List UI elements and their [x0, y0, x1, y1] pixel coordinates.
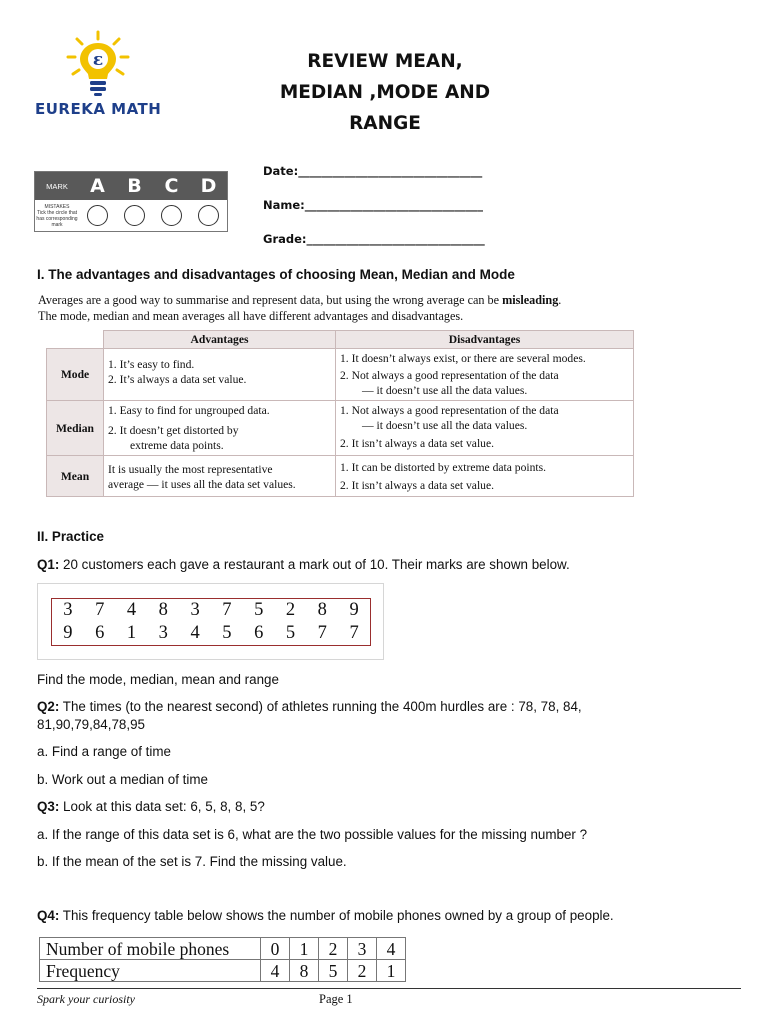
mark-value: 3	[63, 600, 73, 620]
q3-text: Q3: Look at this data set: 6, 5, 8, 8, 5?	[37, 799, 265, 814]
q2-text: Q2: The times (to the nearest second) of athletes running the 400m hurdles are : 78, 78, 84,	[37, 699, 582, 714]
mark-value: 5	[222, 623, 232, 643]
q2-text-cont: 81,90,79,84,78,95	[37, 717, 145, 732]
averages-table	[46, 330, 634, 497]
mark-value: 6	[95, 623, 105, 643]
date-field[interactable]: Date:________________________________	[263, 164, 483, 178]
mark-value: 8	[158, 600, 168, 620]
eureka-math-logo	[28, 30, 168, 125]
page-number: Page 1	[319, 992, 353, 1006]
table-row: Median 1. Easy to find for ungrouped data. 2. It doesn’t get distorted by extreme data points. 1. Not always a good representation of the data — it doesn’t use all the data values. 2. It isn’t always a data set value.	[47, 401, 634, 456]
marks-grid	[37, 583, 384, 660]
frequency-table	[39, 937, 406, 982]
mark-value: 2	[285, 600, 296, 620]
freq-row2-label: Frequency	[40, 960, 261, 982]
mark-value: 9	[63, 623, 73, 643]
grade-d-circle[interactable]	[198, 205, 219, 226]
grade-c-circle[interactable]	[161, 205, 182, 226]
freq-row1-label: Number of mobile phones	[40, 938, 261, 960]
mark-label: MARK	[46, 181, 68, 191]
mark-value: 4	[190, 623, 200, 643]
grade-a: A	[90, 175, 105, 197]
mark-value: 4	[126, 600, 137, 620]
brand-name: EUREKA MATH	[35, 100, 162, 118]
row-mean: Mean	[47, 456, 104, 497]
row-mode: Mode	[47, 349, 104, 401]
mark-value: 9	[349, 600, 359, 620]
grade-field[interactable]: Grade:_______________________________	[263, 232, 485, 246]
mark-value: 7	[95, 600, 105, 620]
col-advantages: Advantages	[104, 331, 336, 349]
footer-divider	[37, 988, 741, 989]
grade-d: D	[200, 175, 217, 197]
grade-c: C	[164, 175, 179, 197]
table-row: Mode 1. It’s easy to find. 2. It’s always a data set value. 1. It doesn’t always exist, or there are several modes. 2. Not always a good representation of the data — it doesn’t use all the data values.	[47, 349, 634, 401]
q3-part-b: b. If the mean of the set is 7. Find the missing value.	[37, 854, 347, 869]
mark-value: 7	[222, 600, 232, 620]
mark-value: 5	[285, 623, 296, 643]
mark-value: 5	[254, 600, 264, 620]
q2-part-a: a. Find a range of time	[37, 744, 171, 759]
q4-text: Q4: This frequency table below shows the number of mobile phones owned by a group of people.	[37, 908, 614, 923]
q1-text: Q1: 20 customers each gave a restaurant a mark out of 10. Their marks are shown below.	[37, 557, 570, 572]
q3-part-a: a. If the range of this data set is 6, what are the two possible values for the missing number ?	[37, 827, 588, 842]
section2-heading: II. Practice	[37, 529, 104, 544]
name-field[interactable]: Name:_______________________________	[263, 198, 484, 212]
mark-value: 8	[317, 600, 327, 620]
col-disadvantages: Disadvantages	[336, 331, 634, 349]
grade-b: B	[127, 175, 142, 197]
mark-value: 6	[254, 623, 264, 643]
q2-part-b: b. Work out a median of time	[37, 772, 208, 787]
page-title: REVIEW MEAN, MEDIAN ,MODE AND RANGE	[279, 51, 491, 134]
mistakes-label: MISTAKES Tick the circle that has corresponding mark	[36, 203, 78, 228]
mark-value: 3	[158, 623, 168, 643]
mark-value: 1	[126, 623, 137, 643]
svg-text:ε: ε	[92, 50, 104, 70]
grade-a-circle[interactable]	[87, 205, 108, 226]
mark-value: 7	[349, 623, 359, 643]
grade-b-circle[interactable]	[124, 205, 145, 226]
lightbulb-icon	[63, 30, 133, 98]
section1-intro: Averages are a good way to summarise and represent data, but using the wrong average can be misleading. The mode, median and mean averages all have different advantages and disadvantages.	[38, 293, 562, 323]
mark-box	[34, 171, 228, 232]
section1-heading: I. The advantages and disadvantages of choosing Mean, Median and Mode	[37, 267, 515, 282]
footer-slogan: Spark your curiosity	[37, 992, 135, 1006]
row-median: Median	[47, 401, 104, 456]
table-row: Frequency 4 8 5 2 1	[40, 960, 406, 982]
mark-value: 7	[317, 623, 327, 643]
table-row: Mean It is usually the most representative average — it uses all the data set values. 1. It can be distorted by extreme data points. 2. It isn’t always a data set value.	[47, 456, 634, 497]
q1-task: Find the mode, median, mean and range	[37, 672, 279, 687]
mark-value: 3	[190, 600, 200, 620]
table-row: Number of mobile phones 0 1 2 3 4	[40, 938, 406, 960]
